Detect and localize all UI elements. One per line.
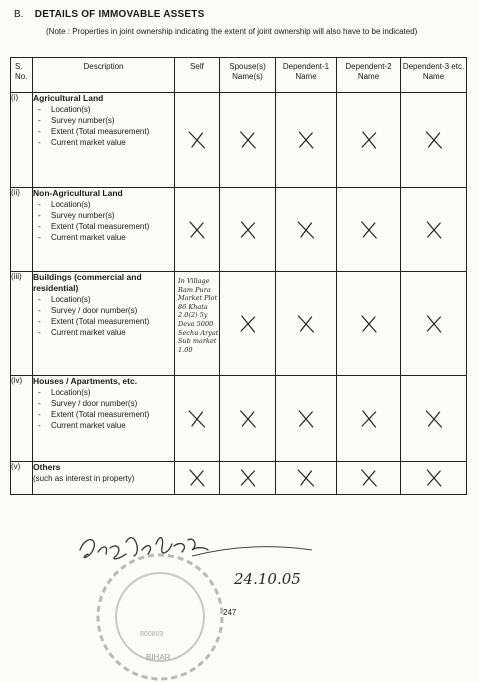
row-item: - Extent (Total measurement) xyxy=(38,410,150,419)
cross-mark-icon xyxy=(424,314,444,334)
cell-dependent-1 xyxy=(276,272,337,376)
cell-dependent-1 xyxy=(276,93,337,188)
cross-mark-icon xyxy=(359,468,379,488)
row-number: (v) xyxy=(11,462,33,495)
cross-mark-icon xyxy=(238,409,258,429)
row-item: - Extent (Total measurement) xyxy=(38,127,150,136)
row-item: - Location(s) xyxy=(38,295,91,304)
row-item: - Extent (Total measurement) xyxy=(38,317,150,326)
section-heading xyxy=(14,9,204,20)
section-letter: B. xyxy=(14,9,24,20)
table-row xyxy=(11,188,467,272)
cross-mark-icon xyxy=(296,220,316,240)
cell-dependent-2 xyxy=(337,272,401,376)
row-description xyxy=(33,188,175,272)
table-row xyxy=(11,93,467,188)
table-row xyxy=(11,462,467,495)
row-extra: (such as interest in property) xyxy=(33,474,135,483)
stamp-code: 800803 xyxy=(140,631,164,638)
row-item: - Current market value xyxy=(38,328,126,337)
cross-mark-icon xyxy=(359,130,379,150)
cell-dependent-2 xyxy=(337,462,401,495)
row-item: - Survey number(s) xyxy=(38,116,115,125)
row-category: Agricultural Land xyxy=(33,93,104,103)
cross-mark-icon xyxy=(296,314,316,334)
row-item: - Current market value xyxy=(38,421,126,430)
cross-mark-icon xyxy=(424,130,444,150)
table-row xyxy=(11,272,467,376)
row-description xyxy=(33,272,175,376)
row-description xyxy=(33,462,175,495)
cell-spouse xyxy=(220,272,276,376)
cell-dependent-2 xyxy=(337,376,401,462)
row-description xyxy=(33,93,175,188)
row-item: - Location(s) xyxy=(38,105,91,114)
header-description: Description xyxy=(33,58,175,93)
cell-spouse xyxy=(220,93,276,188)
cell-dependent-3 xyxy=(401,462,467,495)
cell-self xyxy=(175,272,220,376)
row-category: Houses / Apartments, etc. xyxy=(33,376,138,386)
header-dependent-3: Dependent-3 etc. Name xyxy=(401,58,467,93)
page-number: 247 xyxy=(223,608,237,617)
cross-mark-icon xyxy=(424,468,444,488)
cell-spouse xyxy=(220,376,276,462)
cell-dependent-2 xyxy=(337,93,401,188)
row-category: Others xyxy=(33,462,61,472)
cell-dependent-1 xyxy=(276,462,337,495)
cross-mark-icon xyxy=(296,130,316,150)
cell-dependent-3 xyxy=(401,376,467,462)
cell-dependent-2 xyxy=(337,188,401,272)
cross-mark-icon xyxy=(187,220,207,240)
row-item: - Survey number(s) xyxy=(38,211,115,220)
signature-date: 24.10.05 xyxy=(234,570,301,588)
cross-mark-icon xyxy=(359,314,379,334)
row-number: (iii) xyxy=(11,272,33,376)
cross-mark-icon xyxy=(424,220,444,240)
signature xyxy=(76,528,336,610)
cell-dependent-3 xyxy=(401,93,467,188)
header-dependent-2: Dependent-2 Name xyxy=(337,58,401,93)
row-item: - Survey / door number(s) xyxy=(38,306,138,315)
handwritten-note: In Village Ram Pura Market Plot 86 Khata 2.0(2) 5y Deva 5000 Sechu Aryat Sub market 1.00 xyxy=(178,277,219,354)
row-item: - Current market value xyxy=(38,138,126,147)
header-self: Self xyxy=(175,58,220,93)
header-dependent-1: Dependent-1 Name xyxy=(276,58,337,93)
row-description xyxy=(33,376,175,462)
cross-mark-icon xyxy=(296,409,316,429)
row-item: - Extent (Total measurement) xyxy=(38,222,150,231)
table-row xyxy=(11,376,467,462)
cell-dependent-1 xyxy=(276,188,337,272)
cross-mark-icon xyxy=(296,468,316,488)
table-header-row xyxy=(11,58,467,93)
row-item: - Location(s) xyxy=(38,388,91,397)
header-sno: S. No. xyxy=(11,58,33,93)
cell-spouse xyxy=(220,188,276,272)
cross-mark-icon xyxy=(187,409,207,429)
cell-spouse xyxy=(220,462,276,495)
cross-mark-icon xyxy=(238,468,258,488)
cross-mark-icon xyxy=(238,314,258,334)
row-category: Buildings (commercial and residential) xyxy=(33,272,142,293)
cross-mark-icon xyxy=(187,130,207,150)
cell-self xyxy=(175,93,220,188)
row-item: - Survey / door number(s) xyxy=(38,399,138,408)
stamp-text: BIHAR xyxy=(146,653,171,662)
cell-dependent-3 xyxy=(401,188,467,272)
row-category: Non-Agricultural Land xyxy=(33,188,123,198)
cell-self xyxy=(175,462,220,495)
cross-mark-icon xyxy=(238,220,258,240)
section-note: (Note : Properties in joint ownership indicating the extent of joint ownership will also have to be indicated) xyxy=(46,27,418,36)
cell-self xyxy=(175,376,220,462)
row-number: (i) xyxy=(11,93,33,188)
immovable-assets-table xyxy=(10,57,467,495)
header-spouse: Spouse(s) Name(s) xyxy=(220,58,276,93)
cell-dependent-1 xyxy=(276,376,337,462)
cross-mark-icon xyxy=(187,468,207,488)
cross-mark-icon xyxy=(359,220,379,240)
row-item: - Current market value xyxy=(38,233,126,242)
cross-mark-icon xyxy=(238,130,258,150)
row-number: (iv) xyxy=(11,376,33,462)
cell-dependent-3 xyxy=(401,272,467,376)
cell-self xyxy=(175,188,220,272)
row-number: (ii) xyxy=(11,188,33,272)
section-title: DETAILS OF IMMOVABLE ASSETS xyxy=(34,9,205,20)
cross-mark-icon xyxy=(359,409,379,429)
row-item: - Location(s) xyxy=(38,200,91,209)
cross-mark-icon xyxy=(424,409,444,429)
